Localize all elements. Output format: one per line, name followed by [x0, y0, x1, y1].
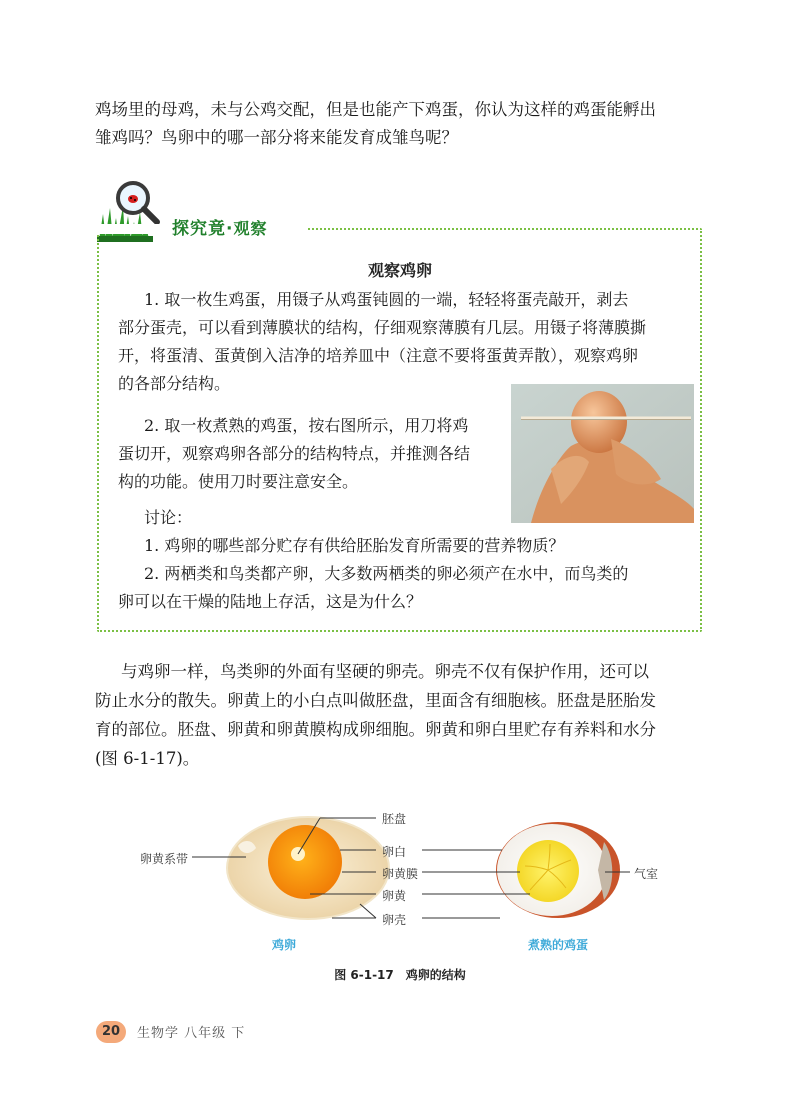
step-1 [118, 286, 646, 398]
boiled-egg-caption: 煮熟的鸡蛋 [528, 938, 589, 952]
inquiry-type: 观察 [233, 219, 268, 238]
discussion-question-2-cont: 卵可以在干燥的陆地上存活，这是为什么？ [118, 592, 423, 611]
step-1-line: 的各部分结构。 [118, 374, 231, 393]
intro-paragraph [95, 96, 710, 152]
discussion-question-2: 2. 两栖类和鸟类都产卵，大多数两栖类的卵必须产在水中，而鸟类的 [144, 564, 629, 583]
label-yolk-membrane: 卵黄膜 [382, 867, 419, 881]
label-shell: 卵壳 [382, 913, 407, 927]
label-albumen: 卵白 [382, 845, 407, 859]
step-2 [118, 412, 470, 496]
egg-structure-figure [130, 800, 690, 960]
intro-line: 鸡场里的母鸡，未与公鸡交配，但是也能产下鸡蛋，你认为这样的鸡蛋能孵出 [95, 100, 656, 119]
page-number: 20 [101, 1024, 121, 1039]
body-line: (图 6-1-17)。 [95, 749, 200, 768]
body-paragraph [95, 658, 710, 774]
figure-caption: 图 6-1-17 鸡卵的结构 [334, 968, 466, 982]
intro-line: 雏鸡吗？鸟卵中的哪一部分将来能发育成雏鸟呢？ [95, 128, 458, 147]
step-1-line: 部分蛋壳，可以看到薄膜状的结构，仔细观察薄膜有几层。用镊子将薄膜撕 [118, 318, 647, 337]
inquiry-heading: 观察鸡卵 [367, 261, 432, 280]
discussion-label: 讨论： [144, 508, 193, 527]
body-line: 与鸡卵一样，鸟类卵的外面有坚硬的卵壳。卵壳不仅有保护作用，还可以 [121, 662, 649, 681]
label-chalaza: 卵黄系带 [140, 852, 189, 866]
inquiry-title-text: 探究竟 [172, 219, 226, 239]
step-2-line: 蛋切开，观察鸡卵各部分的结构特点，并推测各结 [118, 444, 471, 463]
label-yolk: 卵黄 [382, 889, 407, 903]
step-2-line: 2. 取一枚煮熟的鸡蛋，按右图所示，用刀将鸡 [144, 416, 469, 435]
label-air-cell: 气室 [634, 867, 659, 881]
label-germinal-disc: 胚盘 [382, 812, 407, 826]
raw-egg-caption: 鸡卵 [272, 938, 297, 952]
inquiry-title-separator: · [226, 219, 234, 239]
egg-cutting-photo [511, 384, 694, 523]
step-2-line: 构的功能。使用刀时要注意安全。 [118, 472, 359, 491]
inquiry-title [172, 214, 267, 239]
book-title: 生物学 八年级 下 [137, 1026, 246, 1041]
body-line: 防止水分的散失。卵黄上的小白点叫做胚盘，里面含有细胞核。胚盘是胚胎发 [95, 691, 656, 710]
step-1-line: 1. 取一枚生鸡蛋，用镊子从鸡蛋钝圆的一端，轻轻将蛋壳敲开，剥去 [144, 290, 629, 309]
discussion-question-1: 1. 鸡卵的哪些部分贮存有供给胚胎发育所需要的营养物质？ [144, 536, 565, 555]
body-line: 育的部位。胚盘、卵黄和卵黄膜构成卵细胞。卵黄和卵白里贮存有养料和水分 [95, 720, 656, 739]
step-1-line: 开，将蛋清、蛋黄倒入洁净的培养皿中（注意不要将蛋黄弄散），观察鸡卵 [118, 346, 639, 365]
